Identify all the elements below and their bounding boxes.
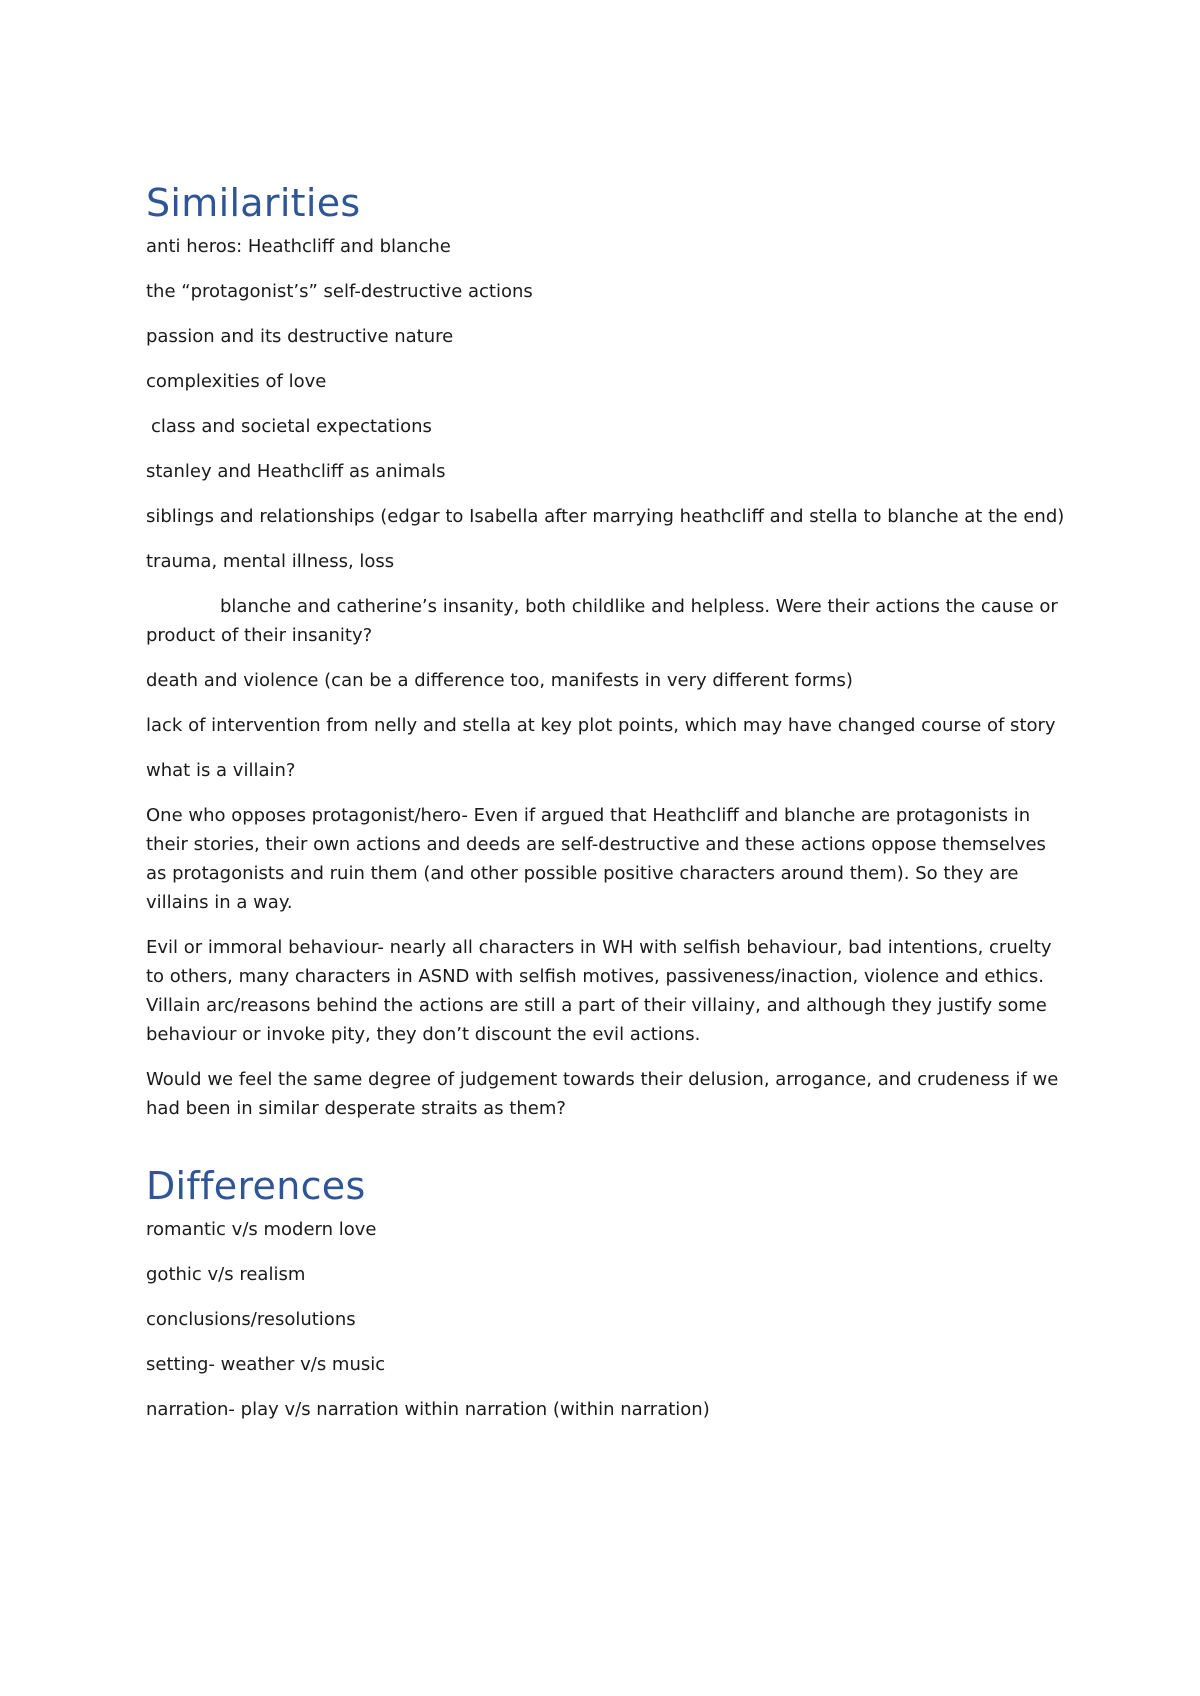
similarity-line: trauma, mental illness, loss [146,551,395,572]
similarity-line: death and violence (can be a difference too, manifests in very different forms) [146,670,853,691]
similarity-line: what is a villain? [146,760,296,781]
similarity-line: siblings and relationships (edgar to Isabella after marrying heathcliff and stella to blanche at the end) [146,506,1065,527]
difference-line: narration- play v/s narration within narration (within narration) [146,1399,710,1420]
similarity-line: anti heros: Heathcliff and blanche [146,236,451,257]
similarity-paragraph: Would we feel the same degree of judgement towards their delusion, arrogance, and crudeness if we had been in similar desperate straits as them? [146,1069,1065,1119]
similarity-line: complexities of love [146,371,327,392]
similarity-line: class and societal expectations [151,416,432,437]
difference-line: romantic v/s modern love [146,1219,377,1240]
similarity-line: stanley and Heathcliff as animals [146,461,446,482]
difference-line: conclusions/resolutions [146,1309,356,1330]
document-body [146,180,1066,1440]
difference-line: setting- weather v/s music [146,1354,386,1375]
difference-line: gothic v/s realism [146,1264,306,1285]
similarity-line: lack of intervention from nelly and stella at key plot points, which may have changed course of story [146,715,1056,736]
differences-heading: Differences [146,1164,366,1208]
similarity-subpoint: blanche and catherine’s insanity, both childlike and helpless. Were their actions the cause or product of their insanity? [146,596,1064,646]
similarity-line: the “protagonist’s” self-destructive actions [146,281,533,302]
similarities-heading: Similarities [146,181,361,225]
similarity-paragraph: One who opposes protagonist/hero- Even if argued that Heathcliff and blanche are protagonists in their stories, their own actions and deeds are self-destructive and these actions oppose themselves as protagonists and ruin them (and other possible positive characters around them). So they are villains in a way. [146,805,1052,913]
similarity-paragraph: Evil or immoral behaviour- nearly all characters in WH with selfish behaviour, bad intentions, cruelty to others, many characters in ASND with selfish motives, passiveness/inaction, violence and ethics. Villain arc/reasons behind the actions are still a part of their villainy, and although they justify some behaviour or invoke pity, they don’t discount the evil actions. [146,937,1058,1045]
similarity-line: passion and its destructive nature [146,326,454,347]
